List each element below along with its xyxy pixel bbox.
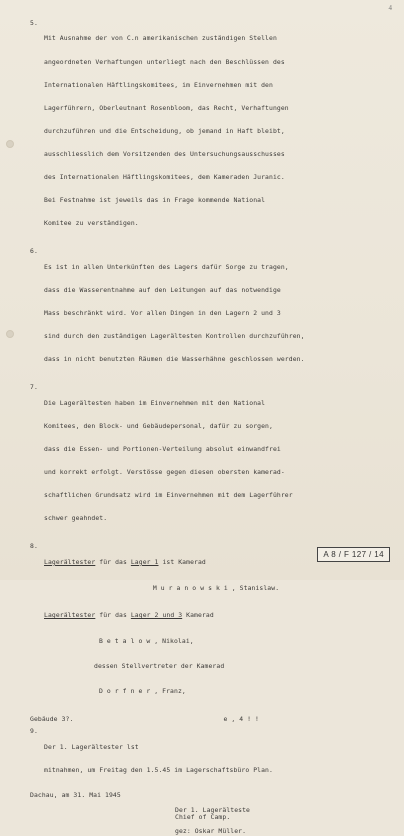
text-line: des Internationalen Häftlingskomitees, dem Kameraden Juranic.: [44, 173, 285, 182]
building-line: Gebäude 3?. e , 4 ! !: [30, 715, 259, 724]
signature-title-en: Chief of Camp.: [175, 813, 231, 822]
text-line: dass die Wasserentnahme auf den Leitungen auf das notwendige: [44, 285, 281, 294]
text-line: Komitees, den Block- und Gebäudepersonal, dafür zu sorgen,: [44, 421, 273, 430]
role-label: Lagerältester: [44, 557, 96, 566]
text-line: Lagerführern, Oberleutnant Rosenbloom, das Recht, Verhaftungen: [44, 103, 289, 112]
signature-name: gez: Oskar Müller.: [175, 826, 247, 835]
signature-title: Der 1. Lagerälteste: [175, 805, 251, 814]
text-line: Die Lagerältesten haben im Einvernehmen mit den National: [44, 398, 266, 407]
paragraph-number: 5.: [30, 19, 38, 27]
text-line: schwer geahndet.: [44, 514, 108, 523]
text-line: Internationalen Häftlingskomitees, im Einvernehmen mit den: [44, 80, 273, 89]
place-date: Dachau, am 31. Mai 1945: [30, 790, 121, 799]
text-line: angeordneten Verhaftungen unterliegt nach den Beschlüssen des: [44, 57, 285, 66]
punch-hole: [6, 140, 14, 148]
folio-mark: 4: [388, 4, 392, 12]
deputy-note: dessen Stellvertreter der Kamerad: [94, 662, 225, 671]
text-line: durchzuführen und die Entscheidung, ob jemand in Haft bleibt,: [44, 126, 285, 135]
text-line: Bei Festnahme ist jeweils das in Frage kommende National: [44, 196, 266, 205]
paragraph-9: [30, 728, 388, 790]
archive-stamp: A 8 / F 127 / 14: [317, 547, 390, 562]
text-line: Komitee zu verständigen.: [44, 219, 139, 228]
paragraph-number: 6.: [30, 247, 38, 256]
text-line: dass die Essen- und Portionen-Verteilung absolut einwandfrei: [44, 444, 281, 453]
text-line: dass in nicht benutzten Räumen die Wasserhähne geschlossen werden.: [44, 355, 305, 364]
person-name: D o r f n e r , Franz,: [99, 687, 186, 696]
signature-block: [30, 807, 388, 836]
paragraph-6: [30, 248, 388, 379]
paragraph-number: 9.: [30, 727, 38, 736]
text-line: sind durch den zuständigen Lagerältesten Kontrollen durchzuführen,: [44, 332, 305, 341]
paragraph-8: [30, 543, 388, 713]
text-line: mitnahmen, um Freitag den 1.5.45 im Lagerschaftsbüro Plan.: [44, 765, 273, 774]
paragraph-number: 7.: [30, 383, 38, 392]
text-line: schaftlichen Grundsatz wird im Einvernehmen mit dem Lagerführer: [44, 491, 293, 500]
text-line: Der 1. Lagerältester lst: [44, 742, 139, 751]
paragraph-number: 8.: [30, 542, 38, 551]
role-label: Lagerältester: [44, 611, 96, 620]
paragraph-7: [30, 384, 388, 538]
role-line-lager-1: Lagerältester für das Lager 1 ist Kamerad: [44, 557, 206, 566]
text-line: Mit Ausnahme der von C.n amerikanischen zuständigen Stellen: [44, 34, 277, 43]
person-name: M u r a n o w s k i , Stanislaw.: [152, 583, 280, 592]
punch-hole: [6, 330, 14, 338]
text-line: Es ist in allen Unterkünften des Lagers dafür Sorge zu tragen,: [44, 262, 289, 271]
lager-name: Lager 2 und 3: [130, 611, 183, 620]
text-line: Mass beschränkt wird. Vor allen Dingen in den Lagern 2 und 3: [44, 309, 281, 318]
document-body: [30, 20, 388, 836]
person-name: B e t a l o w , Nikolai,: [99, 637, 194, 646]
lager-name: Lager 1: [130, 557, 159, 566]
paragraph-5: [30, 20, 388, 243]
role-line-lager-2-3: Lagerältester für das Lager 2 und 3 Kamerad: [44, 611, 214, 620]
text-line: ausschliesslich dem Vorsitzenden des Untersuchungsausschusses: [44, 149, 285, 158]
text-line: und korrekt erfolgt. Verstösse gegen diesen obersten kamerad-: [44, 468, 285, 477]
